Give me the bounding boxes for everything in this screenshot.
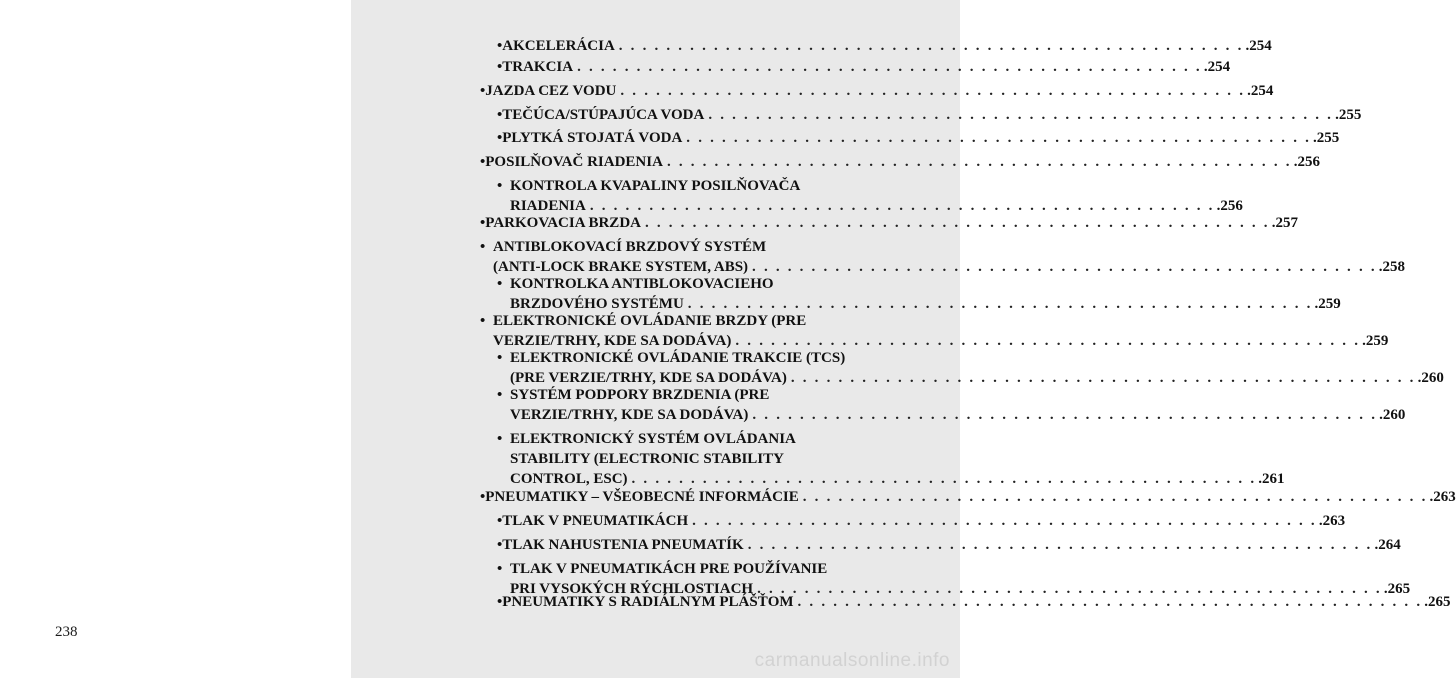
toc-entry-page: .254 xyxy=(1203,59,1231,75)
page-number: 238 xyxy=(55,624,78,640)
toc-entry-title: PNEUMATIKY S RADIÁLNYM PLÁŠŤOM xyxy=(502,594,794,610)
toc-entry-title: RIADENIA xyxy=(510,198,586,214)
toc-entry-page: .257 xyxy=(1271,215,1298,231)
toc-entry[interactable] xyxy=(497,385,1406,425)
toc-entry[interactable] xyxy=(497,36,1272,56)
toc-entry-title: TEČÚCA/STÚPAJÚCA VODA xyxy=(502,107,705,123)
toc-entry-page: .256 xyxy=(1293,154,1320,170)
toc-entry[interactable] xyxy=(497,511,1346,531)
bullet-icon: • xyxy=(480,239,486,255)
dot-leader: . . . . . . . . . . . . . . . . . . . . . . . . . . . . . . . . . . . . . . . . . . . . . . . . . . . . . xyxy=(666,154,1292,170)
toc-entry[interactable] xyxy=(480,152,1320,172)
toc-entry-page: .265 xyxy=(1383,581,1411,597)
toc-entry-title: TLAK V PNEUMATIKÁCH xyxy=(502,513,689,529)
toc-entry-title: POSILŇOVAČ RIADENIA xyxy=(485,154,663,170)
toc-entry-page: .255 xyxy=(1335,107,1362,123)
dot-leader: . . . . . . . . . . . . . . . . . . . . . . . . . . . . . . . . . . . . . . . . . . . . . . . . . . . . . xyxy=(631,471,1257,487)
dot-leader: . . . . . . . . . . . . . . . . . . . . . . . . . . . . . . . . . . . . . . . . . . . . . . . . . . . . . xyxy=(802,489,1428,505)
bullet-icon: • xyxy=(497,38,503,54)
toc-entry-line xyxy=(480,311,896,331)
toc-entry[interactable] xyxy=(480,81,1274,101)
toc-entry-title: JAZDA CEZ VODU xyxy=(485,83,617,99)
bullet-icon: • xyxy=(497,59,503,75)
dot-leader: . . . . . . . . . . . . . . . . . . . . . . . . . . . . . . . . . . . . . . . . . . . . . . . . . . . . . xyxy=(618,38,1244,54)
bullet-icon: • xyxy=(497,431,503,447)
bullet-icon: • xyxy=(497,387,503,403)
bullet-icon: • xyxy=(480,83,486,99)
toc-entry[interactable] xyxy=(497,429,1285,489)
toc-entry-title: TLAK V PNEUMATIKÁCH PRE POUŽÍVANIE xyxy=(510,561,828,577)
toc-entry-title: VERZIE/TRHY, KDE SA DODÁVA) xyxy=(510,407,749,423)
toc-entry-title: KONTROLA KVAPALINY POSILŇOVAČA xyxy=(510,178,801,194)
bullet-icon: • xyxy=(480,489,486,505)
toc-entry-title: (ANTI-LOCK BRAKE SYSTEM, ABS) xyxy=(493,259,749,275)
toc-entry[interactable] xyxy=(497,348,1444,388)
toc-entry-line xyxy=(497,449,896,469)
toc-entry-line xyxy=(497,385,896,405)
toc-entry-title: PNEUMATIKY – VŠEOBECNÉ INFORMÁCIE xyxy=(485,489,799,505)
dot-leader: . . . . . . . . . . . . . . . . . . . . . . . . . . . . . . . . . . . . . . . . . . . . . . . . . . . . . xyxy=(708,107,1334,123)
toc-entry-title: VERZIE/TRHY, KDE SA DODÁVA) xyxy=(493,333,732,349)
toc-entry-line xyxy=(480,152,1320,172)
toc-entry-page: .261 xyxy=(1258,471,1285,487)
dot-leader: . . . . . . . . . . . . . . . . . . . . . . . . . . . . . . . . . . . . . . . . . . . . . . . . . . . . . xyxy=(757,581,1382,597)
toc-entry-title: TLAK NAHUSTENIA PNEUMATÍK xyxy=(502,537,744,553)
bullet-icon: • xyxy=(497,130,503,146)
toc-entry-line xyxy=(480,213,1298,233)
bullet-icon: • xyxy=(480,154,486,170)
toc-entry-page: .255 xyxy=(1313,130,1340,146)
toc-entry-page: .259 xyxy=(1314,296,1341,312)
bullet-icon: • xyxy=(497,513,503,529)
dot-leader: . . . . . . . . . . . . . . . . . . . . . . . . . . . . . . . . . . . . . . . . . . . . . . . . . . . . . xyxy=(752,407,1378,423)
toc-entry-page: .256 xyxy=(1216,198,1243,214)
bullet-icon: • xyxy=(497,178,503,194)
toc-entry-line xyxy=(497,128,1340,148)
dot-leader: . . . . . . . . . . . . . . . . . . . . . . . . . . . . . . . . . . . . . . . . . . . . . . . . . . . . . xyxy=(687,296,1313,312)
dot-leader: . . . . . . . . . . . . . . . . . . . . . . . . . . . . . . . . . . . . . . . . . . . . . . . . . . . . . xyxy=(589,198,1215,214)
right-page xyxy=(351,0,1456,678)
toc-entry-title: PARKOVACIA BRZDA xyxy=(485,215,641,231)
toc-entry-title: ELEKTRONICKÉ OVLÁDANIE BRZDY (PRE xyxy=(493,313,807,329)
dot-leader: . . . . . . . . . . . . . . . . . . . . . . . . . . . . . . . . . . . . . . . . . . . . . . . . . . . . . xyxy=(735,333,1361,349)
toc-entry-line xyxy=(497,274,896,294)
bullet-icon: • xyxy=(497,350,503,366)
toc-entry[interactable] xyxy=(497,535,1401,555)
dot-leader: . . . . . . . . . . . . . . . . . . . . . . . . . . . . . . . . . . . . . . . . . . . . . . . . . . . . . xyxy=(692,513,1317,529)
dot-leader: . . . . . . . . . . . . . . . . . . . . . . . . . . . . . . . . . . . . . . . . . . . . . . . . . . . . . xyxy=(752,259,1377,275)
toc-entry-line xyxy=(497,559,896,579)
toc-entry-page: .263 xyxy=(1429,489,1456,505)
dot-leader: . . . . . . . . . . . . . . . . . . . . . . . . . . . . . . . . . . . . . . . . . . . . . . . . . . . . . xyxy=(644,215,1270,231)
toc-entry[interactable] xyxy=(480,487,1456,507)
toc-entry-line xyxy=(497,348,896,368)
toc-entry-page: .260 xyxy=(1379,407,1406,423)
toc-entry[interactable] xyxy=(497,274,1341,314)
toc-entry[interactable] xyxy=(497,176,1243,216)
toc-entry-page: .258 xyxy=(1378,259,1406,275)
toc-entry-line xyxy=(497,469,1285,489)
toc-entry-page: .263 xyxy=(1318,513,1346,529)
toc-entry-title: KONTROLKA ANTIBLOKOVACIEHO xyxy=(510,276,774,292)
toc-entry[interactable] xyxy=(497,57,1231,77)
toc-entry-page: .265 xyxy=(1424,594,1451,610)
bullet-icon: • xyxy=(497,537,503,553)
toc-entry-title: ELEKTRONICKÝ SYSTÉM OVLÁDANIA xyxy=(510,431,796,447)
toc-entry-line xyxy=(497,57,1231,77)
left-page xyxy=(0,0,351,678)
toc-entry-page: .259 xyxy=(1362,333,1389,349)
bullet-icon: • xyxy=(497,594,503,610)
dot-leader: . . . . . . . . . . . . . . . . . . . . . . . . . . . . . . . . . . . . . . . . . . . . . . . . . . . . . xyxy=(790,370,1416,386)
toc-entry[interactable] xyxy=(497,128,1340,148)
toc-entry-line xyxy=(497,36,1272,56)
toc-entry-line xyxy=(497,429,896,449)
bullet-icon: • xyxy=(480,313,486,329)
toc-entry-title: PLYTKÁ STOJATÁ VODA xyxy=(502,130,683,146)
toc-entry-page: .254 xyxy=(1247,83,1274,99)
bullet-icon: • xyxy=(480,215,486,231)
toc-entry-line xyxy=(497,511,1346,531)
table-of-contents xyxy=(351,0,1456,678)
toc-entry-line xyxy=(497,176,896,196)
toc-entry-title: ANTIBLOKOVACÍ BRZDOVÝ SYSTÉM xyxy=(493,239,767,255)
toc-entry[interactable] xyxy=(497,592,1451,612)
toc-entry-page: .254 xyxy=(1245,38,1272,54)
toc-entry-title: SYSTÉM PODPORY BRZDENIA (PRE xyxy=(510,387,770,403)
toc-entry-page: .264 xyxy=(1374,537,1401,553)
toc-entry-title: TRAKCIA xyxy=(502,59,574,75)
toc-entry-line xyxy=(497,535,1401,555)
toc-entry-title: BRZDOVÉHO SYSTÉMU xyxy=(510,296,684,312)
toc-entry-line xyxy=(497,592,1451,612)
toc-entry[interactable] xyxy=(480,311,1389,351)
toc-entry-title: CONTROL, ESC) xyxy=(510,471,628,487)
dot-leader: . . . . . . . . . . . . . . . . . . . . . . . . . . . . . . . . . . . . . . . . . . . . . . . . . . . . . xyxy=(620,83,1246,99)
toc-entry-line xyxy=(480,487,1456,507)
toc-entry-title: PRI VYSOKÝCH RÝCHLOSTIACH xyxy=(510,581,754,597)
bullet-icon: • xyxy=(497,107,503,123)
dot-leader: . . . . . . . . . . . . . . . . . . . . . . . . . . . . . . . . . . . . . . . . . . . . . . . . . . . . . xyxy=(577,59,1202,75)
toc-entry-page: .260 xyxy=(1417,370,1444,386)
toc-entry-title: STABILITY (ELECTRONIC STABILITY xyxy=(510,451,784,467)
dot-leader: . . . . . . . . . . . . . . . . . . . . . . . . . . . . . . . . . . . . . . . . . . . . . . . . . . . . . xyxy=(747,537,1373,553)
toc-entry-line xyxy=(480,81,1274,101)
toc-entry[interactable] xyxy=(480,237,1406,277)
bullet-icon: • xyxy=(497,276,503,292)
toc-entry[interactable] xyxy=(497,105,1362,125)
toc-entry-title: AKCELERÁCIA xyxy=(502,38,615,54)
dot-leader: . . . . . . . . . . . . . . . . . . . . . . . . . . . . . . . . . . . . . . . . . . . . . . . . . . . . . xyxy=(686,130,1312,146)
toc-entry-line xyxy=(497,405,1406,425)
toc-entry[interactable] xyxy=(480,213,1298,233)
dot-leader: . . . . . . . . . . . . . . . . . . . . . . . . . . . . . . . . . . . . . . . . . . . . . . . . . . . . . xyxy=(797,594,1423,610)
toc-entry-line xyxy=(497,105,1362,125)
toc-entry-title: ELEKTRONICKÉ OVLÁDANIE TRAKCIE (TCS) xyxy=(510,350,846,366)
bullet-icon: • xyxy=(497,561,503,577)
toc-entry-line xyxy=(480,237,896,257)
toc-entry-title: (PRE VERZIE/TRHY, KDE SA DODÁVA) xyxy=(510,370,787,386)
watermark: carmanualsonline.info xyxy=(754,650,950,671)
